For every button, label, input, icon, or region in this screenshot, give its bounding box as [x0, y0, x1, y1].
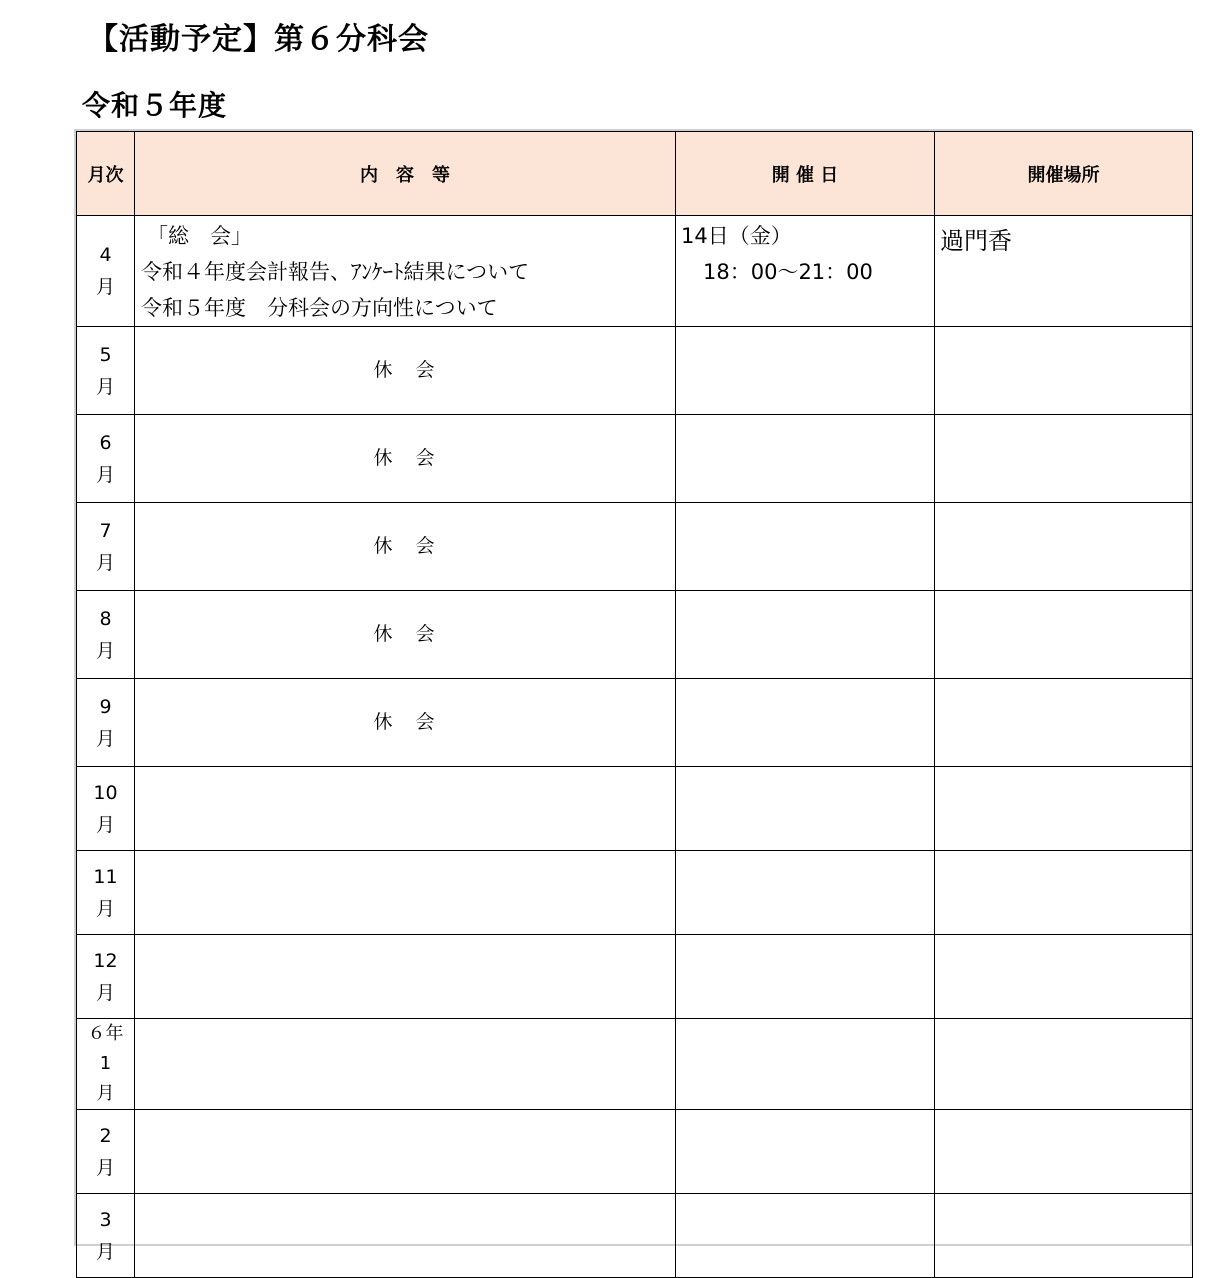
table-row — [77, 591, 1193, 679]
place-cell — [935, 415, 1193, 503]
content-cell — [135, 503, 676, 591]
place-cell — [935, 591, 1193, 679]
month-suffix: 月 — [95, 727, 115, 750]
month-cell — [77, 851, 135, 935]
month-suffix: 月 — [95, 375, 115, 398]
date-cell — [676, 1019, 935, 1110]
content-cell — [135, 851, 676, 935]
table-row — [77, 851, 1193, 935]
month-suffix: 月 — [95, 551, 115, 574]
month-cell — [77, 767, 135, 851]
table-row — [77, 767, 1193, 851]
table-row — [77, 1110, 1193, 1194]
month-cell — [77, 679, 135, 767]
header-date: 開 催 日 — [676, 132, 935, 216]
recess-label: 休 会 — [373, 535, 437, 557]
header-content: 内 容 等 — [135, 132, 676, 216]
month-number: 2 — [99, 1124, 112, 1147]
place-cell — [935, 1019, 1193, 1110]
date-cell — [676, 935, 935, 1019]
content-cell — [135, 327, 676, 415]
month-number: 1 — [99, 1053, 112, 1074]
month-cell — [77, 591, 135, 679]
date-cell — [676, 216, 935, 327]
header-place: 開催場所 — [935, 132, 1193, 216]
recess-label: 休 会 — [373, 447, 437, 469]
month-number: 5 — [99, 343, 112, 366]
place-cell — [935, 1194, 1193, 1278]
content-cell — [135, 1110, 676, 1194]
month-number: 11 — [93, 865, 118, 888]
schedule-table — [76, 131, 1193, 1278]
date-day: 14日（金） — [681, 224, 792, 248]
month-number: 6 — [99, 431, 112, 454]
content-cell — [135, 216, 676, 327]
month-number: 9 — [99, 695, 112, 718]
date-cell — [676, 503, 935, 591]
content-cell — [135, 591, 676, 679]
date-time: 18：00～21：00 — [703, 260, 873, 284]
month-suffix: 月 — [95, 1156, 115, 1179]
content-cell — [135, 415, 676, 503]
month-cell — [77, 1194, 135, 1278]
place-cell — [935, 851, 1193, 935]
content-cell — [135, 1194, 676, 1278]
date-cell — [676, 1194, 935, 1278]
month-suffix: 月 — [95, 276, 115, 298]
content-cell — [135, 767, 676, 851]
place-cell — [935, 935, 1193, 1019]
content-cell — [135, 679, 676, 767]
month-cell — [77, 327, 135, 415]
table-row — [77, 415, 1193, 503]
month-suffix: 月 — [95, 981, 115, 1004]
content-line: 「総 会」 — [147, 224, 252, 248]
table-row — [77, 327, 1193, 415]
month-suffix: 月 — [95, 813, 115, 836]
page-title: 【活動予定】第６分科会 — [88, 22, 429, 57]
month-number: 10 — [93, 781, 118, 804]
place-cell — [935, 679, 1193, 767]
date-cell — [676, 851, 935, 935]
table-row — [77, 935, 1193, 1019]
content-cell — [135, 1019, 676, 1110]
date-cell — [676, 679, 935, 767]
month-number: 3 — [99, 1208, 112, 1231]
month-suffix: 月 — [95, 1240, 115, 1263]
month-number: 8 — [99, 607, 112, 630]
month-cell — [77, 1019, 135, 1110]
recess-label: 休 会 — [373, 359, 437, 381]
month-year-prefix: ６年 — [87, 1023, 124, 1044]
content-cell — [135, 935, 676, 1019]
date-cell — [676, 327, 935, 415]
month-cell — [77, 415, 135, 503]
place-cell — [935, 327, 1193, 415]
month-number: 4 — [99, 244, 112, 266]
header-month: 月次 — [77, 132, 135, 216]
month-suffix: 月 — [96, 1083, 115, 1104]
recess-label: 休 会 — [373, 623, 437, 645]
place-cell: 過門香 — [935, 216, 1193, 327]
content-line: 令和４年度会計報告、ｱﾝｹｰﾄ結果について — [141, 260, 530, 284]
recess-label: 休 会 — [373, 711, 437, 733]
month-cell — [77, 1110, 135, 1194]
content-line: 令和５年度 分科会の方向性について — [141, 296, 498, 320]
month-number: 12 — [93, 949, 118, 972]
month-cell — [77, 503, 135, 591]
month-suffix: 月 — [95, 639, 115, 662]
table-row — [77, 216, 1193, 327]
date-cell — [676, 591, 935, 679]
table-row — [77, 679, 1193, 767]
table-row — [77, 1194, 1193, 1278]
place-cell — [935, 1110, 1193, 1194]
month-cell — [77, 216, 135, 327]
table-row — [77, 503, 1193, 591]
fiscal-year-heading: 令和５年度 — [82, 89, 228, 122]
place-cell — [935, 503, 1193, 591]
date-cell — [676, 415, 935, 503]
date-cell — [676, 767, 935, 851]
date-cell — [676, 1110, 935, 1194]
place-cell — [935, 767, 1193, 851]
month-suffix: 月 — [95, 463, 115, 486]
header-row — [77, 132, 1193, 216]
month-suffix: 月 — [95, 897, 115, 920]
month-number: 7 — [99, 519, 112, 542]
table-row — [77, 1019, 1193, 1110]
month-cell — [77, 935, 135, 1019]
